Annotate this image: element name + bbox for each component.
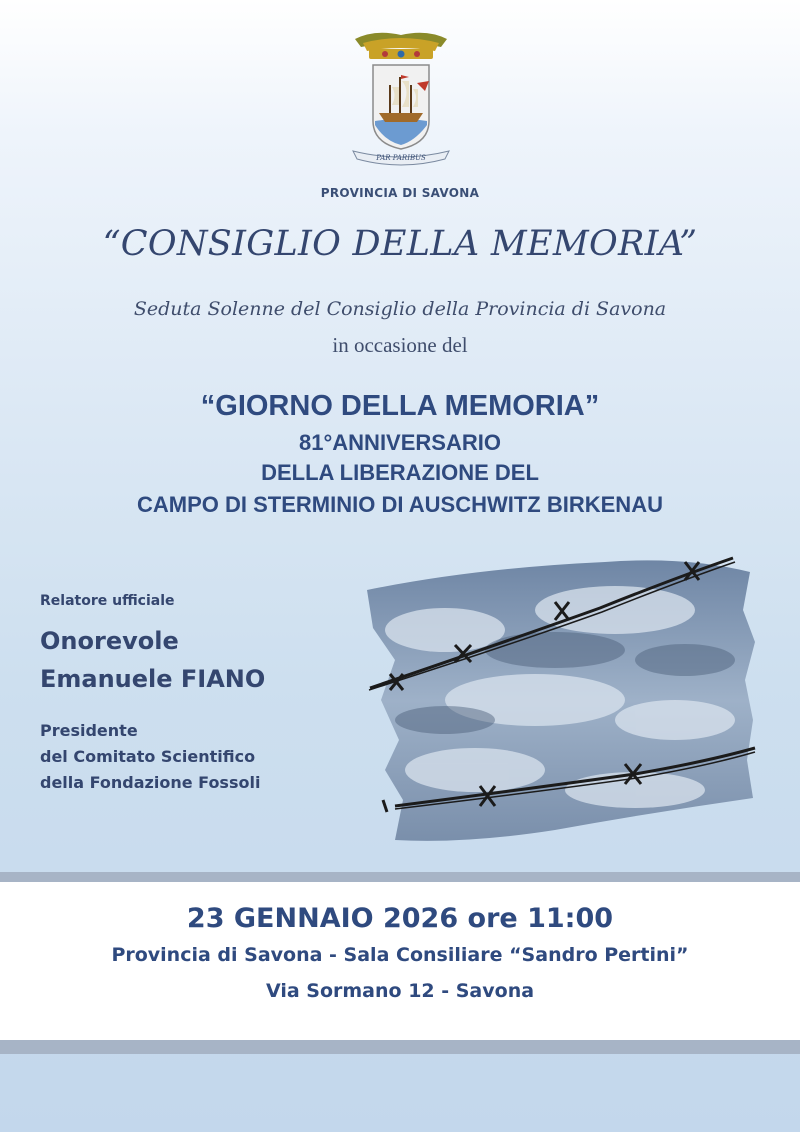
camp-line: CAMPO DI STERMINIO DI AUSCHWITZ BIRKENAU bbox=[137, 492, 663, 517]
event-venue: Provincia di Savona - Sala Consiliare “Sandro Pertini” bbox=[111, 944, 689, 966]
speaker-name: Emanuele FIANO bbox=[40, 665, 266, 693]
motto-ribbon bbox=[353, 151, 449, 165]
motto-text: PAR PARIBUS bbox=[376, 154, 426, 162]
crown-icon bbox=[355, 33, 447, 59]
council-title: “CONSIGLIO DELLA MEMORIA” bbox=[102, 224, 698, 264]
divider-band bbox=[0, 872, 800, 882]
province-crest bbox=[345, 25, 457, 167]
anniversary-line: 81°ANNIVERSARIO bbox=[299, 430, 501, 455]
province-name: PROVINCIA DI SAVONA bbox=[320, 186, 480, 200]
speaker-role-line: del Comitato Scientifico bbox=[40, 747, 256, 766]
event-address: Via Sormano 12 - Savona bbox=[265, 980, 535, 1002]
barbed-wire-sky-image bbox=[355, 550, 760, 850]
liberation-line: DELLA LIBERAZIONE DEL bbox=[261, 460, 539, 485]
divider-band bbox=[0, 1040, 800, 1054]
speaker-title: Onorevole bbox=[40, 627, 179, 655]
occasion-text: in occasione del bbox=[332, 333, 468, 357]
memorial-day-title: “GIORNO DELLA MEMORIA” bbox=[200, 390, 600, 422]
event-date-time: 23 GENNAIO 2026 ore 11:00 bbox=[186, 903, 614, 934]
speaker-role-line: della Fondazione Fossoli bbox=[40, 773, 261, 792]
session-subtitle: Seduta Solenne del Consiglio della Provincia di Savona bbox=[133, 298, 667, 320]
speaker-label: Relatore ufficiale bbox=[40, 593, 175, 609]
speaker-role-line: Presidente bbox=[40, 721, 138, 740]
